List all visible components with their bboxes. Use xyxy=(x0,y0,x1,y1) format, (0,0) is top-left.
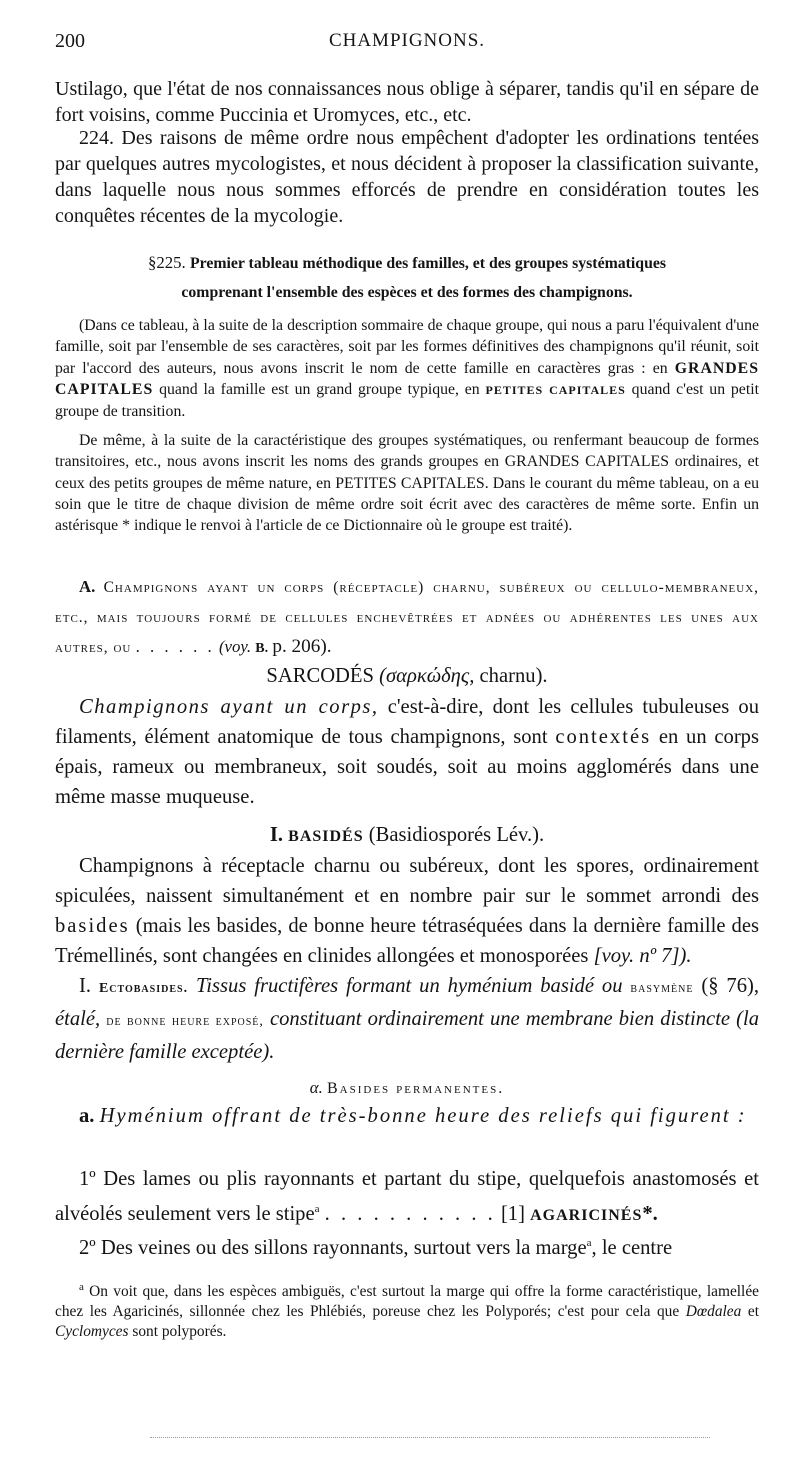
basides-heading: I. BASIDÉS (Basidiosporés Lév.). xyxy=(269,824,545,846)
page-header xyxy=(55,30,759,58)
sarcodes-definition: Champignons ayant un corps, c'est-à-dire, dont les cellules tubuleuses ou filaments, élément anatomique de tous champignons, sont contextés en un corps épais, rameux ou membraneux, soit soudés, soit au moins agglomérés dans une même masse muqueuse. xyxy=(55,696,760,808)
sarcodes-heading: SARCODÉS (σαρκώδης, charnu). xyxy=(266,665,548,687)
section-title-line2: comprenant l'ensemble des espèces et des formes des champignons. xyxy=(181,284,633,301)
division-a: A. Champignons ayant un corps (réceptacle) charnu, subéreux ou cellulo-membraneux, etc., mais toujours formé de cellules enchevêtrées et adnées ou adhérentes les unes aux autres, ou . . . . . . (voy. B. p. 206). xyxy=(55,577,759,657)
explanatory-note-1: (Dans ce tableau, à la suite de la description sommaire de chaque groupe, qui nous a paru l'équivalent d'une famille, soit par l'ensemble de ses caractères, soit par les formes définitives des champignons qu'il réunit, soit par l'accord des auteurs, nous avons inscrit le nom de cette famille en caractères gras : en GRANDES CAPITALES quand la famille est un grand groupe typique, en PETITES CAPITALES quand c'est un petit groupe de transition. xyxy=(55,317,759,421)
item-2: 2º Des veines ou des sillons rayonnants, surtout vers la marge$^a$, le centre xyxy=(79,1236,673,1259)
sarcodes-title: SARCODÉS xyxy=(266,665,374,687)
section-225-heading xyxy=(55,248,759,307)
item-1: 1º Des lames ou plis rayonnants et partant du stipe, quelquefois anastomosés et alvéolés seulement vers le stipe$^a$ . . . . . . . . . . . [1] AGARICINÉS*. xyxy=(55,1168,759,1225)
agaricines-family: AGARICINÉS xyxy=(530,1206,643,1224)
alpha-heading: α. Basides permanentes. xyxy=(309,1078,505,1097)
petites-capitales-sample: PETITES CAPITALES xyxy=(485,382,626,397)
running-title: CHAMPIGNONS. xyxy=(328,30,486,51)
section-number: §225. xyxy=(147,253,186,272)
paragraph-224: 224. Des raisons de même ordre nous empêchent d'adopter les ordinations tentées par quelques autres mycologistes, et nous décident à proposer la classification suivante, dans laquelle nous nous sommes efforcés de prendre en considération toutes les conquêtes récentes de la mycologie. xyxy=(55,127,759,227)
grandes-capitales-sample: GRANDES CAPITALES xyxy=(55,359,759,398)
bottom-dotted-rule xyxy=(150,1437,710,1438)
sarcodes-greek: (σαρκώδης, xyxy=(379,665,475,687)
basides-definition: Champignons à réceptacle charnu ou subéreux, dont les spores, ordinairement spiculées, naissent simultanément et en nombre pair sur le sommet arrondi des basides (mais les basides, de bonne heure tétraséquées dans la dernière famille des Trémellinés, sont changées en clinides allongées et monosporées [voy. nº 7]). xyxy=(55,855,759,967)
footnote: $^a$ On voit que, dans les espèces ambiguës, c'est surtout la marge qui offre la forme caractéristique, lamellée chez les Agaricinés, sillonnée chez les Phlébiés, poreuse chez les Polyporés; c'est pour cela que Dœdalea et Cyclomyces sont polyporés. xyxy=(55,1281,759,1341)
intro-paragraph: Ustilago, que l'état de nos connaissances nous oblige à séparer, tandis qu'il en sépare de fort voisins, comme Puccinia et Uromyces, etc., etc. xyxy=(55,78,759,126)
section-title-line1: Premier tableau méthodique des familles, et des groupes systématiques xyxy=(189,255,667,272)
explanatory-note-2: De même, à la suite de la caractéristique des groupes systématiques, ou renfermant beaucoup de formes transitoires, etc., nous avons inscrit les noms des grands groupes en GRANDES CAPITALES ordinaires, et ceux des petits groupes de même nature, en PETITES CAPITALES. Dans le courant du même tableau, on a eu soin que le titre de chaque division de même ordre soit écrit avec des caractères de même sorte. Enfin un astérisque * indique le renvoi à l'article de ce Dictionnaire où le groupe est traité). xyxy=(55,432,759,535)
page-number: 200 xyxy=(55,30,85,52)
ectobasides-paragraph: I. Ectobasides. Tissus fructifères formant un hyménium basidé ou basymène (§ 76), étalé, de bonne heure exposé, constituant ordinairement une membrane bien distincte (la dernière famille exceptée). xyxy=(55,975,760,1063)
sub-a-paragraph: a. Hyménium offrant de très-bonne heure des reliefs qui figurent : xyxy=(79,1105,747,1127)
